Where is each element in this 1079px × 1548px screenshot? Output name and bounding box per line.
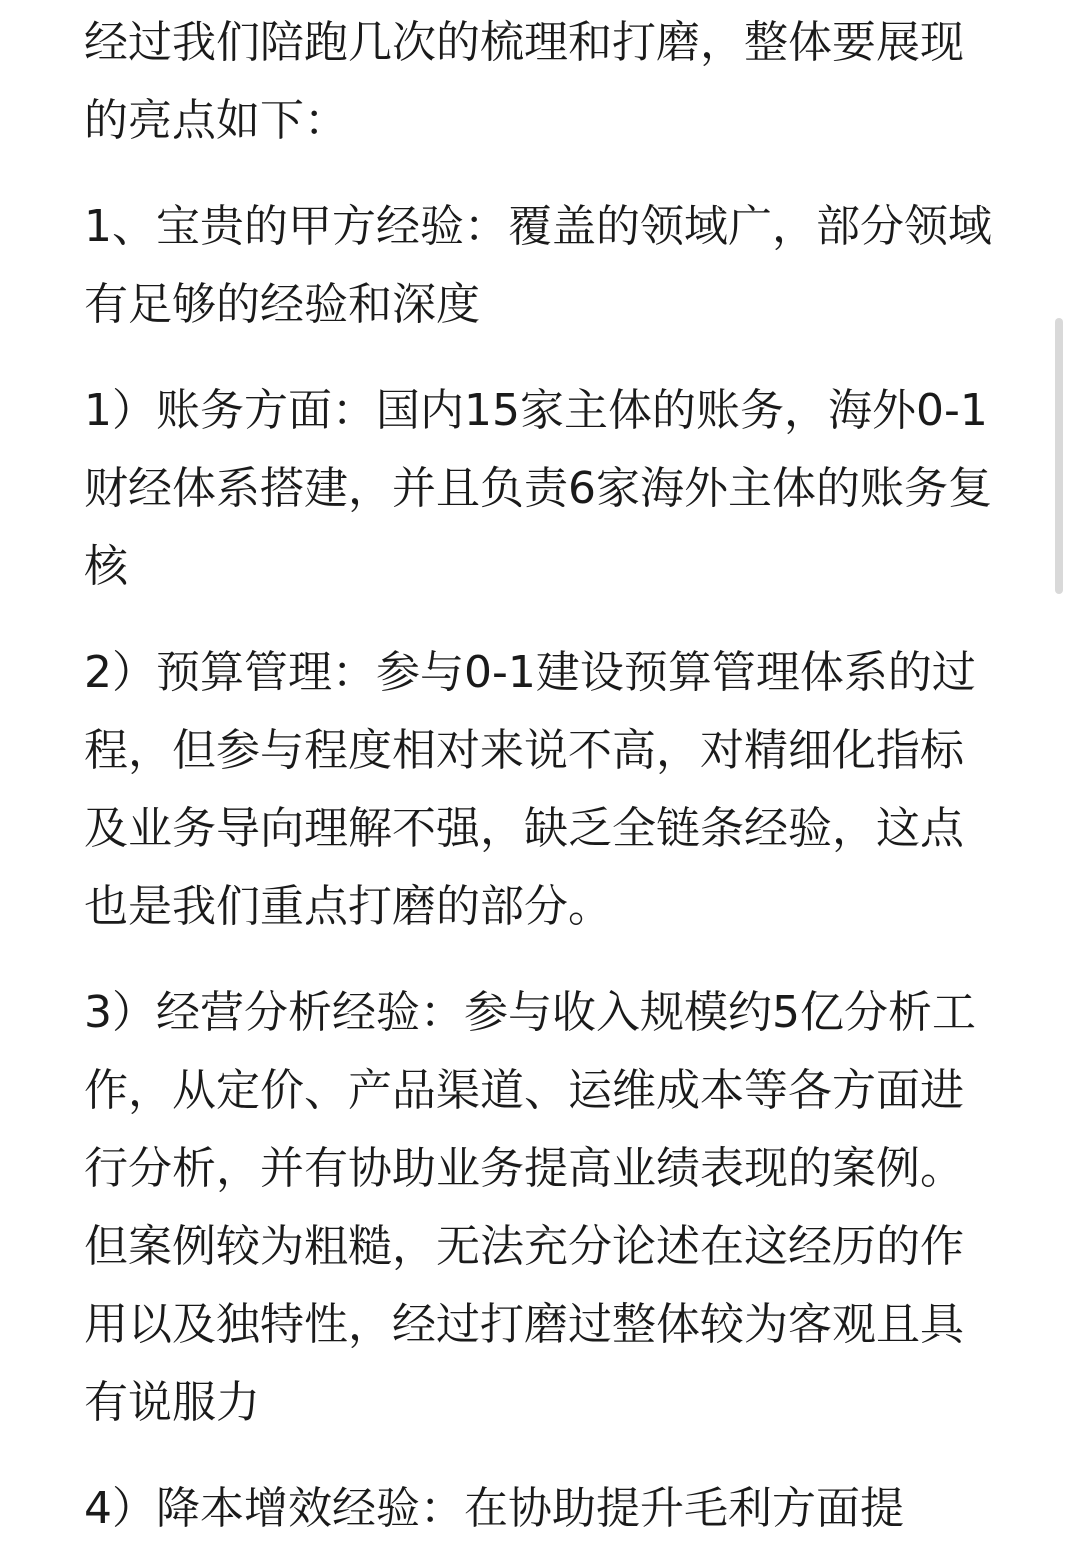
- cost-reduction-paragraph: 4）降本增效经验：在协助提升毛利方面提: [84, 1483, 904, 1534]
- article-body: [84, 4, 992, 1548]
- vertical-scrollbar[interactable]: [1055, 0, 1063, 1478]
- budget-paragraph: 2）预算管理：参与0-1建设预算管理体系的过程，但参与程度相对来说不高，对精细化指标及业务导向理解不强，缺乏全链条经验，这点也是我们重点打磨的部分。: [84, 647, 976, 932]
- scrollbar-thumb[interactable]: [1055, 318, 1063, 594]
- business-analysis-paragraph: 3）经营分析经验：参与收入规模约5亿分析工作，从定价、产品渠道、运维成本等各方面进行分析，并有协助业务提高业绩表现的案例。但案例较为粗糙，无法充分论述在这经历的作用以及独特性，经过打磨过整体较为客观且具有说服力: [84, 987, 976, 1428]
- accounting-paragraph: 1）账务方面：国内15家主体的账务，海外0-1财经体系搭建，并且负责6家海外主体的账务复核: [84, 385, 992, 592]
- highlight-1-heading: 1、宝贵的甲方经验：覆盖的领域广，部分领域有足够的经验和深度: [84, 201, 992, 330]
- intro-paragraph: 经过我们陪跑几次的梳理和打磨，整体要展现的亮点如下：: [84, 17, 964, 146]
